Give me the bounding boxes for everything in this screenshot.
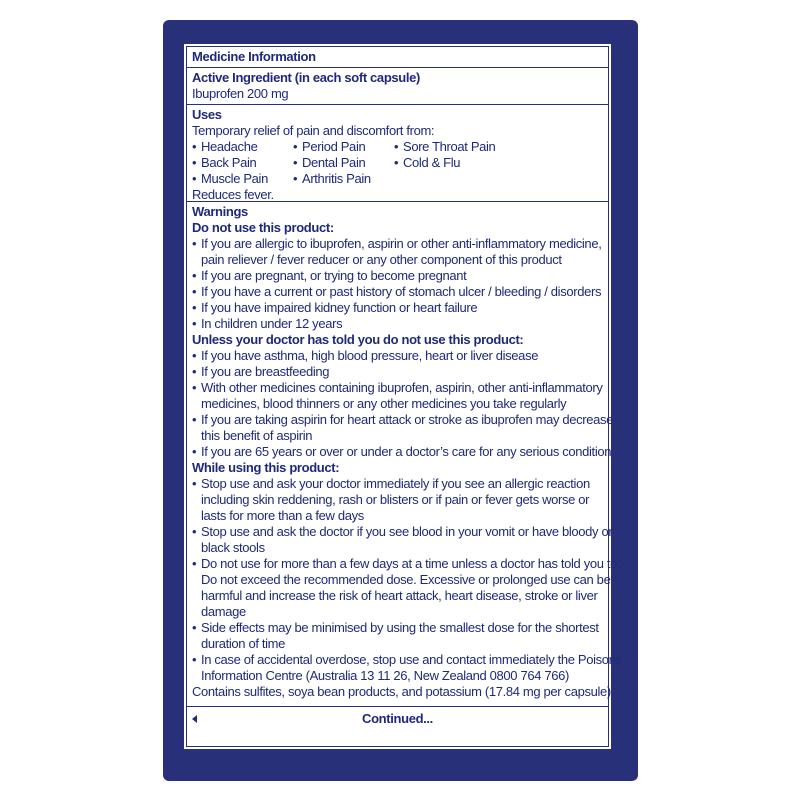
- warning-line: Side effects may be minimised by using the smallest dose for the shortest: [201, 620, 599, 635]
- bullet: •: [192, 620, 197, 635]
- unless-doctor-list: [192, 348, 614, 460]
- warning-line: damage: [201, 604, 246, 619]
- warning-line: If you are allergic to ibuprofen, aspirin or other anti-inflammatory medicine,: [201, 236, 602, 251]
- warning-line: In case of accidental overdose, stop use and contact immediately the Poisons: [201, 652, 622, 667]
- warning-line: Stop use and ask the doctor if you see blood in your vomit or have bloody or: [201, 524, 613, 539]
- bullet: •: [192, 268, 197, 283]
- warning-item: [192, 556, 621, 620]
- active-ingredient-value: Ibuprofen 200 mg: [192, 86, 289, 101]
- warning-item: [192, 348, 603, 364]
- footer-section: [187, 707, 608, 732]
- bullet: •: [192, 300, 197, 315]
- warning-item: [192, 364, 603, 380]
- bullet: •: [192, 316, 197, 331]
- continued-label: Continued...: [362, 711, 433, 726]
- warning-item: [192, 412, 614, 444]
- uses-item: • Period Pain: [293, 139, 366, 154]
- label-panel: [163, 20, 638, 781]
- warning-line: If you have asthma, high blood pressure, heart or liver disease: [201, 348, 539, 363]
- warning-line: this benefit of aspirin: [201, 428, 313, 443]
- bullet: •: [192, 380, 197, 395]
- bullet: •: [192, 556, 197, 571]
- uses-item: • Arthritis Pain: [293, 171, 371, 186]
- page-title: Medicine Information: [192, 49, 316, 64]
- warning-line: Do not use for more than a few days at a time unless a doctor has told you to.: [201, 556, 621, 571]
- uses-item: • Back Pain: [192, 155, 257, 170]
- warning-line: In children under 12 years: [201, 316, 343, 331]
- contains-note: Contains sulfites, soya bean products, and potassium (17.84 mg per capsule): [192, 684, 611, 699]
- bullet: •: [192, 236, 197, 251]
- medicine-info-card: [182, 42, 622, 751]
- while-using-list: [192, 476, 622, 684]
- warnings-heading: Warnings: [192, 204, 248, 219]
- warning-line: Do not exceed the recommended dose. Excessive or prolonged use can be: [201, 572, 611, 587]
- warning-line: Information Centre (Australia 13 11 26, New Zealand 0800 764 766): [201, 668, 569, 683]
- uses-fever: Reduces fever.: [192, 187, 274, 202]
- warning-line: If you are taking aspirin for heart attack or stroke as ibuprofen may decrease: [201, 412, 614, 427]
- uses-item: • Dental Pain: [293, 155, 366, 170]
- warning-line: If you have a current or past history of stomach ulcer / bleeding / disorders: [201, 284, 602, 299]
- uses-heading: Uses: [192, 107, 222, 122]
- warning-line: If you have impaired kidney function or heart failure: [201, 300, 478, 315]
- uses-item: • Muscle Pain: [192, 171, 268, 186]
- warning-line: including skin reddening, rash or blisters or if pain or fever gets worse or: [201, 492, 590, 507]
- warning-line: duration of time: [201, 636, 286, 651]
- bullet: •: [192, 444, 197, 459]
- warning-item: [192, 300, 603, 316]
- warning-line: lasts for more than a few days: [201, 508, 364, 523]
- warning-item: [192, 620, 603, 652]
- warning-item: [192, 524, 613, 556]
- uses-item: • Headache: [192, 139, 258, 154]
- warning-item: [192, 236, 603, 268]
- unless-doctor-heading: Unless your doctor has told you do not use this product:: [192, 332, 524, 347]
- warning-line: pain reliever / fever reducer or any other component of this product: [201, 252, 562, 267]
- bullet: •: [192, 524, 197, 539]
- uses-list: [192, 139, 603, 187]
- warning-item: [192, 316, 603, 332]
- uses-item: • Cold & Flu: [394, 155, 461, 170]
- uses-section: [187, 105, 608, 202]
- warning-item: [192, 380, 603, 412]
- active-ingredient-section: [187, 68, 608, 105]
- warning-item: [192, 652, 622, 684]
- warning-item: [192, 284, 603, 300]
- warning-line: harmful and increase the risk of heart attack, heart disease, stroke or liver: [201, 588, 598, 603]
- warning-line: With other medicines containing ibuprofen, aspirin, other anti-inflammatory: [201, 380, 603, 395]
- warning-line: If you are pregnant, or trying to become pregnant: [201, 268, 467, 283]
- warning-item: [192, 476, 603, 524]
- title-section: [187, 47, 608, 68]
- warning-line: If you are breastfeeding: [201, 364, 330, 379]
- warning-line: Stop use and ask your doctor immediately if you see an allergic reaction: [201, 476, 590, 491]
- warning-item: [192, 444, 612, 460]
- bullet: •: [192, 412, 197, 427]
- uses-item: • Sore Throat Pain: [394, 139, 496, 154]
- uses-intro: Temporary relief of pain and discomfort from:: [192, 123, 435, 138]
- do-not-use-heading: Do not use this product:: [192, 220, 334, 235]
- medicine-info-inner: [186, 46, 622, 747]
- bullet: •: [192, 364, 197, 379]
- bullet: •: [192, 652, 197, 667]
- do-not-use-list: [192, 236, 603, 332]
- warning-item: [192, 268, 603, 284]
- bullet: •: [192, 476, 197, 491]
- warnings-section: [187, 202, 622, 707]
- while-using-heading: While using this product:: [192, 460, 340, 475]
- bullet: •: [192, 284, 197, 299]
- warning-line: black stools: [201, 540, 265, 555]
- warning-line: medicines, blood thinners or any other medicines you take regularly: [201, 396, 567, 411]
- bullet: •: [192, 348, 197, 363]
- active-ingredient-heading: Active Ingredient (in each soft capsule): [192, 70, 420, 85]
- warning-line: If you are 65 years or over or under a doctor’s care for any serious condition: [201, 444, 612, 459]
